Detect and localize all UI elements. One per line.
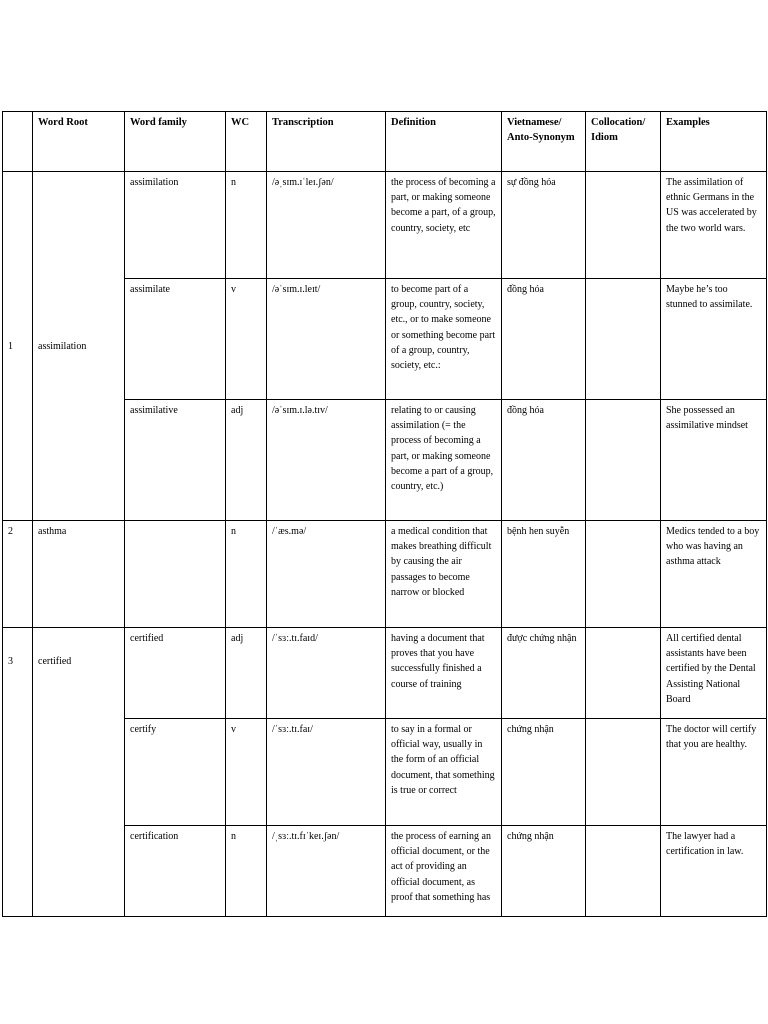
collocation	[586, 172, 661, 279]
transcription: /əˈsɪm.ɪ.lə.tɪv/	[267, 400, 386, 521]
word-root: assimilation	[33, 172, 125, 521]
word-class: v	[226, 719, 267, 826]
vocabulary-table	[2, 111, 767, 917]
collocation	[586, 400, 661, 521]
word-family: certify	[125, 719, 226, 826]
table-row	[3, 628, 767, 719]
header-number	[3, 112, 33, 172]
vietnamese: chứng nhận	[502, 719, 586, 826]
header-word-root: Word Root	[33, 112, 125, 172]
collocation	[586, 521, 661, 628]
word-family: certification	[125, 826, 226, 917]
table-row	[3, 172, 767, 279]
transcription: /əˌsɪm.ɪˈleɪ.ʃən/	[267, 172, 386, 279]
example: All certified dental assistants have been certified by the Dental Assisting National Board	[661, 628, 767, 719]
collocation	[586, 826, 661, 917]
definition: to say in a formal or official way, usually in the form of an official document, that something is true or correct	[386, 719, 502, 826]
example: The assimilation of ethnic Germans in the US was accelerated by the two world wars.	[661, 172, 767, 279]
vietnamese: đồng hóa	[502, 400, 586, 521]
example: The lawyer had a certification in law.	[661, 826, 767, 917]
definition: the process of becoming a part, or making someone become a part, of a group, country, society, etc	[386, 172, 502, 279]
header-examples: Examples	[661, 112, 767, 172]
vietnamese: đồng hóa	[502, 279, 586, 400]
transcription: /əˈsɪm.ɪ.leɪt/	[267, 279, 386, 400]
collocation	[586, 279, 661, 400]
vietnamese: chứng nhận	[502, 826, 586, 917]
example: The doctor will certify that you are healthy.	[661, 719, 767, 826]
word-class: adj	[226, 628, 267, 719]
transcription: /ˈæs.mə/	[267, 521, 386, 628]
word-root: certified	[33, 628, 125, 917]
word-root: asthma	[33, 521, 125, 628]
transcription: /ˈsɜː.tɪ.faɪd/	[267, 628, 386, 719]
row-number: 2	[3, 521, 33, 628]
header-wc: WC	[226, 112, 267, 172]
definition: relating to or causing assimilation (= the process of becoming a part, or making someone become a part of a group, country, etc.)	[386, 400, 502, 521]
definition: to become part of a group, country, society, etc., or to make someone or something become part of a group, country, society, etc.:	[386, 279, 502, 400]
word-family: certified	[125, 628, 226, 719]
example: Maybe he’s too stunned to assimilate.	[661, 279, 767, 400]
word-class: adj	[226, 400, 267, 521]
word-class: n	[226, 172, 267, 279]
row-number: 3	[3, 628, 33, 917]
vietnamese: sự đồng hóa	[502, 172, 586, 279]
header-transcription: Transcription	[267, 112, 386, 172]
word-class: n	[226, 521, 267, 628]
definition: having a document that proves that you have successfully finished a course of training	[386, 628, 502, 719]
table-row	[3, 521, 767, 628]
definition: the process of earning an official document, or the act of providing an official document, as proof that something has	[386, 826, 502, 917]
example: She possessed an assimilative mindset	[661, 400, 767, 521]
word-class: v	[226, 279, 267, 400]
collocation	[586, 628, 661, 719]
vietnamese: bệnh hen suyễn	[502, 521, 586, 628]
header-definition: Definition	[386, 112, 502, 172]
header-vietnamese: Vietnamese/ Anto-Synonym	[502, 112, 586, 172]
definition: a medical condition that makes breathing difficult by causing the air passages to become narrow or blocked	[386, 521, 502, 628]
table-header-row	[3, 112, 767, 172]
word-family	[125, 521, 226, 628]
word-family: assimilation	[125, 172, 226, 279]
word-class: n	[226, 826, 267, 917]
collocation	[586, 719, 661, 826]
word-family: assimilate	[125, 279, 226, 400]
transcription: /ˈsɜː.tɪ.faɪ/	[267, 719, 386, 826]
example: Medics tended to a boy who was having an asthma attack	[661, 521, 767, 628]
vietnamese: được chứng nhận	[502, 628, 586, 719]
header-collocation: Collocation/ Idiom	[586, 112, 661, 172]
header-word-family: Word family	[125, 112, 226, 172]
row-number: 1	[3, 172, 33, 521]
word-family: assimilative	[125, 400, 226, 521]
transcription: /ˌsɜː.tɪ.fɪˈkeɪ.ʃən/	[267, 826, 386, 917]
